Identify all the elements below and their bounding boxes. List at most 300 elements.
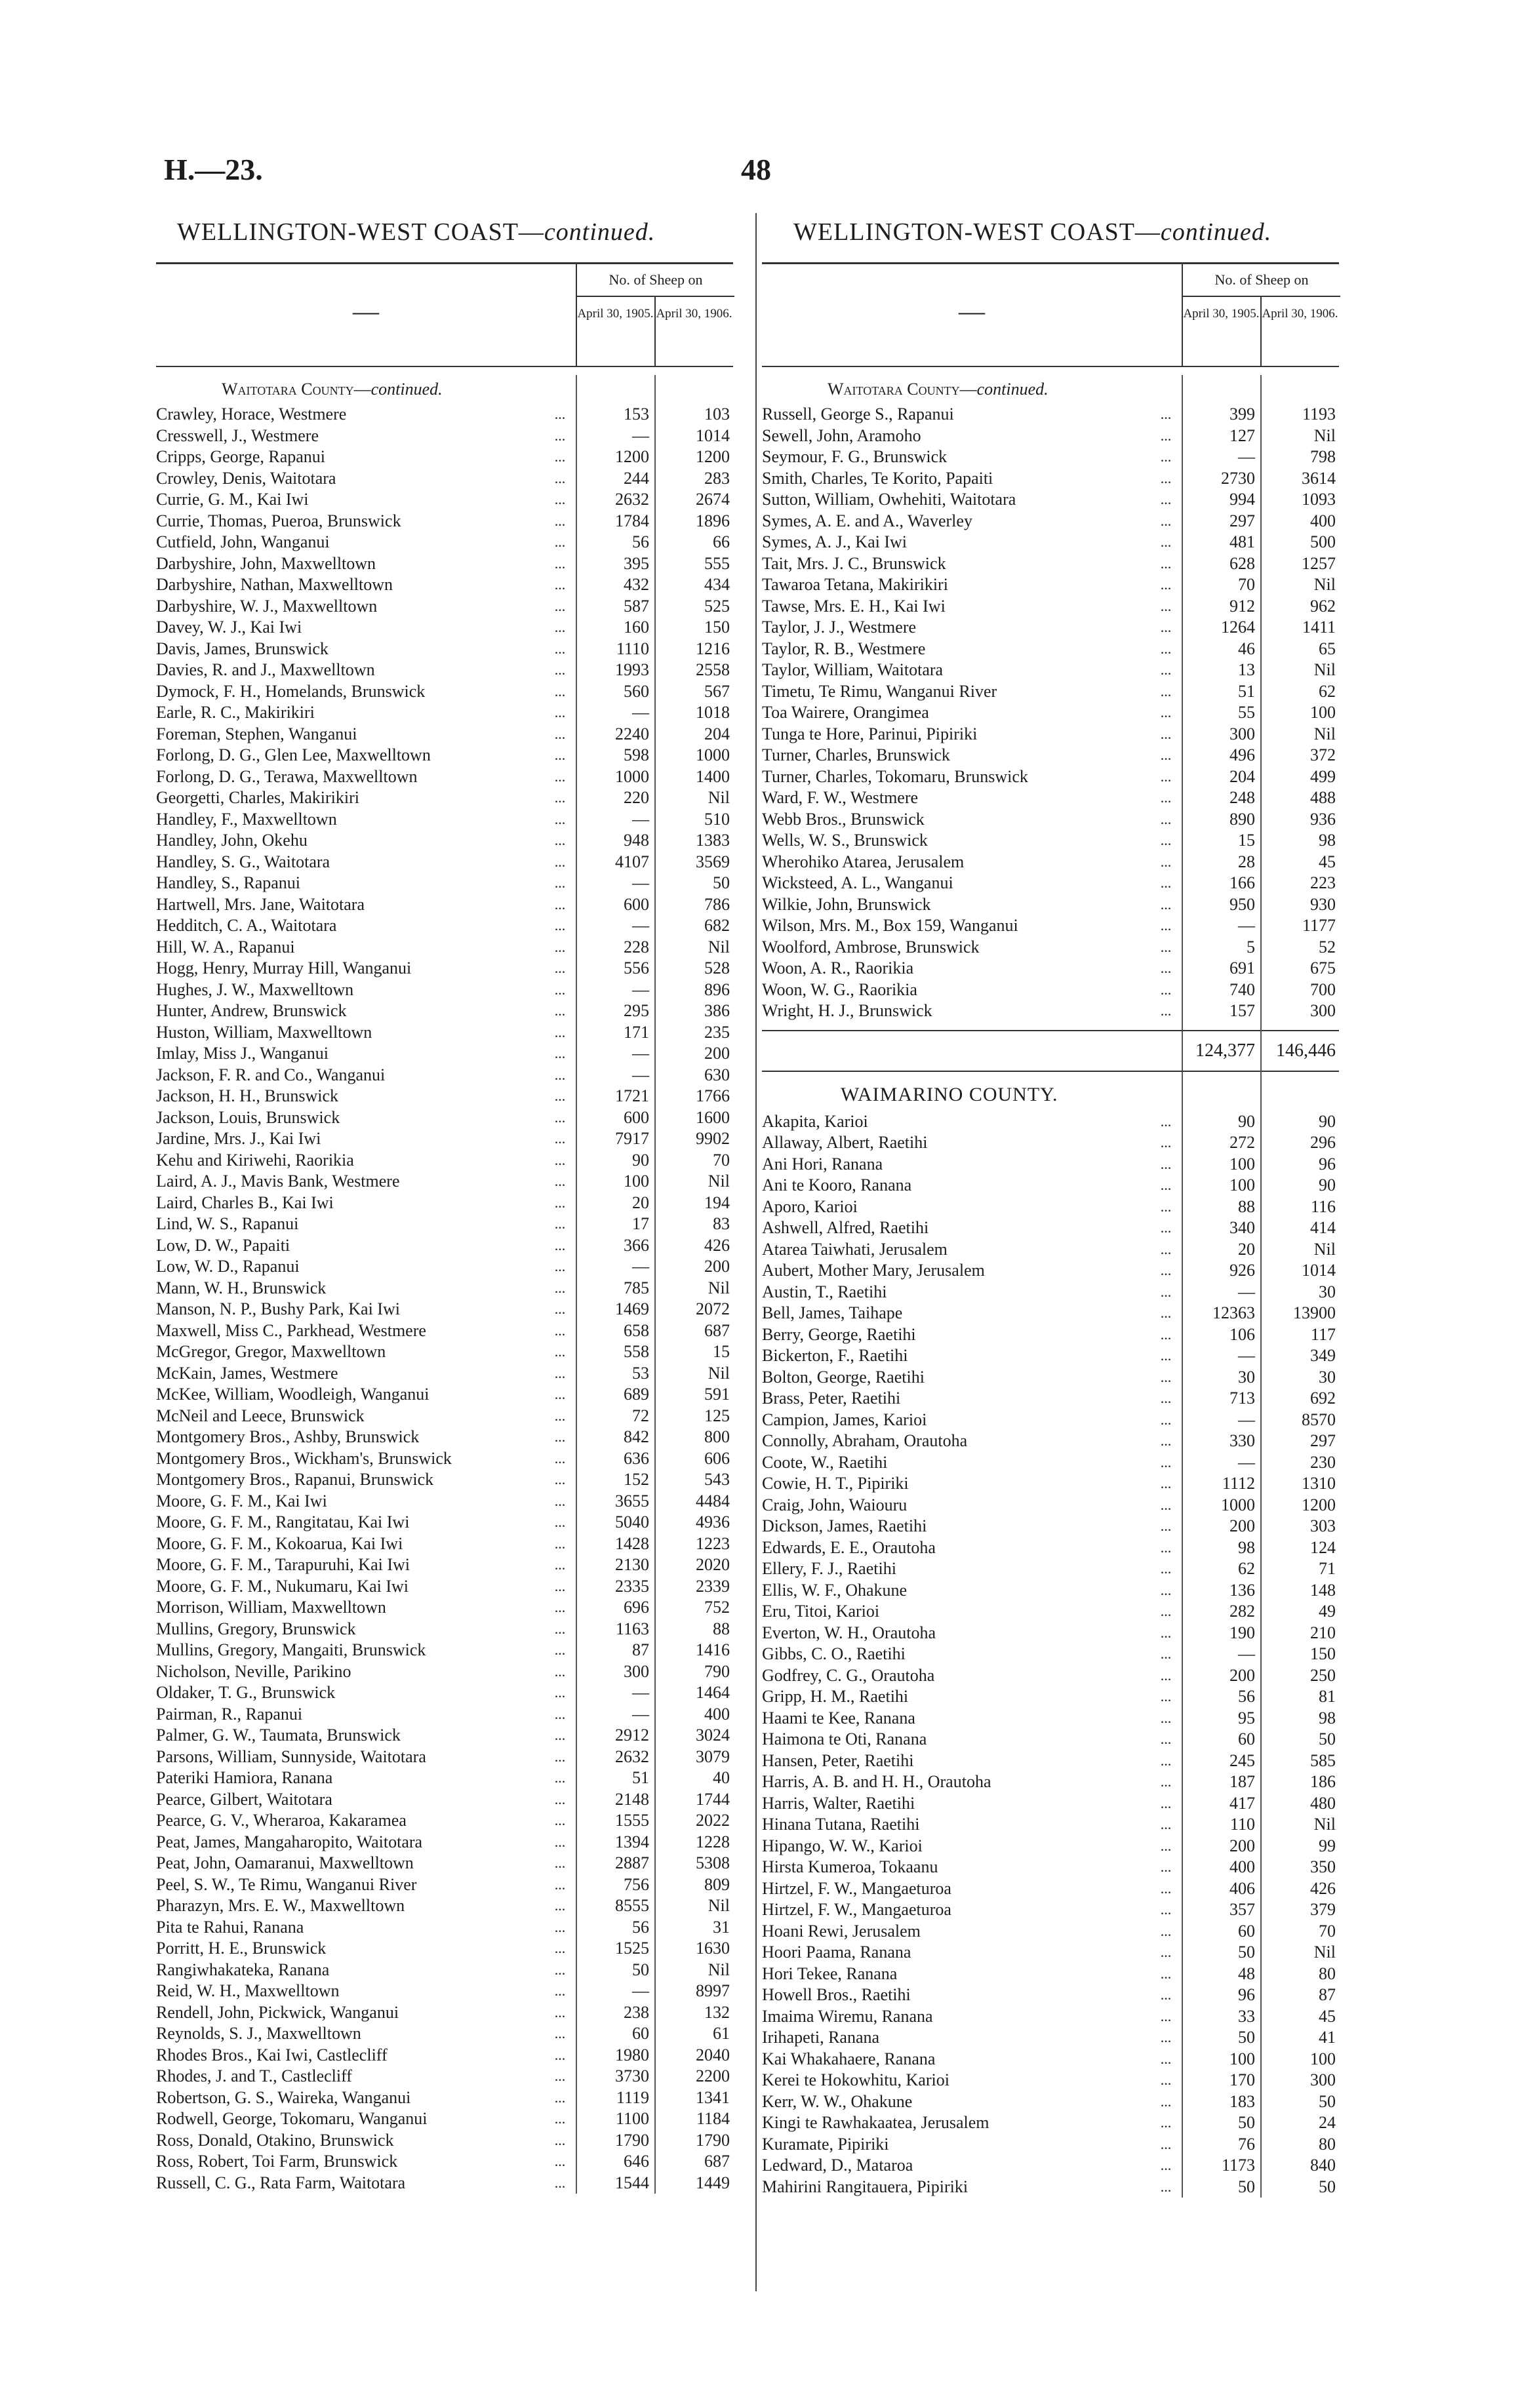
sheep-1906: 4484 xyxy=(696,1491,730,1510)
owner-name: Hirtzel, F. W., Mangaeturoa xyxy=(762,1900,951,1919)
leader-dots: ... xyxy=(1160,2178,1172,2195)
sheep-1905: — xyxy=(1238,916,1255,935)
sheep-1906: 210 xyxy=(1310,1623,1336,1642)
table-row xyxy=(156,1789,733,1811)
leader-dots: ... xyxy=(1160,534,1172,550)
sheep-1906: 88 xyxy=(713,1619,730,1638)
table-row xyxy=(156,1576,733,1598)
sheep-1906: 150 xyxy=(1310,1644,1336,1663)
owner-name: Hori Tekee, Ranana xyxy=(762,1964,898,1983)
sheep-1906: 8570 xyxy=(1302,1410,1336,1429)
table-row xyxy=(762,958,1339,979)
table-row xyxy=(156,2002,733,2024)
sheep-1905: 340 xyxy=(1229,1218,1255,1237)
table-row xyxy=(156,1917,733,1939)
leader-dots: ... xyxy=(554,661,566,678)
sheep-1906: 235 xyxy=(704,1022,730,1042)
leader-dots: ... xyxy=(1160,853,1172,870)
table-row xyxy=(156,1767,733,1789)
sheep-1906: 675 xyxy=(1310,958,1336,977)
owner-name: Robertson, G. S., Waireka, Wanganui xyxy=(156,2087,411,2107)
sheep-1906: 700 xyxy=(1310,979,1336,999)
sheep-1906: 480 xyxy=(1310,1793,1336,1813)
leader-dots: ... xyxy=(1160,1453,1172,1470)
sheep-1906: 2040 xyxy=(696,2045,730,2064)
table-row xyxy=(762,1750,1339,1772)
owner-name: Gibbs, C. O., Raetihi xyxy=(762,1644,906,1663)
sheep-1906: 1018 xyxy=(696,703,730,722)
leader-dots: ... xyxy=(1160,1944,1172,1960)
sheep-1906: 687 xyxy=(704,2152,730,2171)
owner-name: Cresswell, J., Westmere xyxy=(156,425,319,445)
table-row xyxy=(156,937,733,958)
table-row xyxy=(762,894,1339,916)
table-row xyxy=(156,724,733,745)
right-title-suffix: continued. xyxy=(1160,218,1272,246)
sheep-1905: 72 xyxy=(632,1406,649,1425)
leader-dots: ... xyxy=(1160,1134,1172,1151)
owner-name: Woon, A. R., Raorikia xyxy=(762,958,914,977)
owner-name: Kingi te Rawhakaatea, Jerusalem xyxy=(762,2113,989,2132)
sheep-1906: 1600 xyxy=(696,1107,730,1127)
sheep-1906: 71 xyxy=(1319,1559,1336,1578)
owner-name: Brass, Peter, Raetihi xyxy=(762,1389,901,1408)
leader-dots: ... xyxy=(1160,832,1172,848)
sheep-1906: 117 xyxy=(1310,1324,1336,1344)
sheep-1905: 136 xyxy=(1229,1580,1255,1600)
sheep-1905: 244 xyxy=(624,468,649,488)
owner-name: Rhodes, J. and T., Castlecliff xyxy=(156,2066,352,2085)
owner-name: Hinana Tutana, Raetihi xyxy=(762,1815,920,1834)
leader-dots: ... xyxy=(554,1258,566,1274)
sheep-1906: 50 xyxy=(1319,1729,1336,1748)
leader-dots: ... xyxy=(554,1002,566,1019)
sheep-1906: 116 xyxy=(1310,1196,1336,1216)
owner-name: Pateriki Hamiora, Ranana xyxy=(156,1768,333,1787)
sheep-1905: 60 xyxy=(632,2024,649,2043)
sheep-1905: 1264 xyxy=(1221,618,1255,637)
sheep-1905: 100 xyxy=(1229,1175,1255,1194)
leader-dots: ... xyxy=(1160,1496,1172,1513)
sheep-1906: 1000 xyxy=(696,745,730,764)
table-row xyxy=(156,745,733,766)
sheep-1905: 842 xyxy=(624,1427,649,1446)
sheep-1906: 204 xyxy=(704,724,730,743)
owner-name: Turner, Charles, Brunswick xyxy=(762,745,950,764)
leader-dots: ... xyxy=(1160,1859,1172,1875)
owner-name: Handley, F., Maxwelltown xyxy=(156,809,337,829)
leader-dots: ... xyxy=(554,1961,566,1978)
owner-name: Davey, W. J., Kai Iwi xyxy=(156,618,302,637)
sheep-1906: 936 xyxy=(1310,809,1336,829)
owner-name: Austin, T., Raetihi xyxy=(762,1282,887,1301)
owner-name: Taylor, William, Waitotara xyxy=(762,660,944,679)
sheep-1906: 200 xyxy=(704,1044,730,1063)
sheep-1905: 160 xyxy=(624,618,649,637)
sheep-1906: 30 xyxy=(1319,1282,1336,1301)
sheep-1906: 1193 xyxy=(1302,405,1336,424)
table-row xyxy=(762,2155,1339,2177)
sheep-1906: 100 xyxy=(1310,2049,1336,2068)
leader-dots: ... xyxy=(1160,1880,1172,1897)
leader-dots: ... xyxy=(1160,1731,1172,1747)
table-row xyxy=(156,511,733,532)
owner-name: Kai Whakahaere, Ranana xyxy=(762,2049,936,2068)
column-divider xyxy=(755,213,757,2291)
sheep-1905: 1993 xyxy=(615,660,649,679)
sheep-1906: 9902 xyxy=(696,1129,730,1148)
leader-dots: ... xyxy=(1160,2072,1172,2088)
owner-name: Woolford, Ambrose, Brunswick xyxy=(762,937,980,957)
owner-name: Handley, S. G., Waitotara xyxy=(156,852,330,871)
table-row xyxy=(762,1282,1339,1303)
sheep-1905: 100 xyxy=(1229,2049,1255,2068)
sheep-1905: 890 xyxy=(1229,809,1255,829)
sheep-1906: 962 xyxy=(1310,596,1336,616)
leader-dots: ... xyxy=(554,640,566,657)
sheep-1906: 125 xyxy=(704,1406,730,1425)
owner-name: Atarea Taiwhati, Jerusalem xyxy=(762,1239,948,1259)
sheep-1906: 752 xyxy=(704,1598,730,1617)
table-row xyxy=(156,1384,733,1406)
leader-dots: ... xyxy=(554,1855,566,1871)
owner-name: Hirtzel, F. W., Mangaeturoa xyxy=(762,1878,951,1898)
owner-name: Smith, Charles, Te Korito, Papaiti xyxy=(762,468,993,488)
sheep-1906: 1216 xyxy=(696,639,730,658)
sheep-1906: 414 xyxy=(1310,1218,1336,1237)
sheep-1906: 2072 xyxy=(696,1299,730,1318)
table-row xyxy=(156,787,733,809)
sheep-1906: 426 xyxy=(1310,1878,1336,1898)
owner-name: Mullins, Gregory, Brunswick xyxy=(156,1619,356,1638)
table-row xyxy=(156,2173,733,2194)
sheep-1905: 3655 xyxy=(615,1491,649,1510)
leader-dots: ... xyxy=(1160,1368,1172,1385)
sheep-1905: 106 xyxy=(1229,1324,1255,1344)
sheep-1906: 50 xyxy=(1319,2091,1336,2111)
sheep-1906: 809 xyxy=(704,1874,730,1894)
table-row xyxy=(762,1345,1339,1367)
owner-name: Hogg, Henry, Murray Hill, Wanganui xyxy=(156,958,412,977)
sheep-1906: 15 xyxy=(713,1342,730,1361)
sheep-1905: 1200 xyxy=(615,447,649,466)
sheep-1905: 98 xyxy=(1238,1537,1255,1557)
sheep-1905: 60 xyxy=(1238,1921,1255,1941)
table-row xyxy=(156,1512,733,1533)
owner-name: Kuramate, Pipiriki xyxy=(762,2134,889,2154)
table-row xyxy=(156,1150,733,1172)
sheep-1905: 53 xyxy=(632,1363,649,1383)
sheep-1905: — xyxy=(632,979,649,999)
sheep-1905: 2632 xyxy=(615,490,649,509)
sheep-1905: 220 xyxy=(624,788,649,807)
sheep-1906: 2022 xyxy=(696,1811,730,1830)
table-row xyxy=(762,596,1339,618)
owner-name: Ellery, F. J., Raetihi xyxy=(762,1559,896,1578)
table-row xyxy=(762,553,1339,575)
sheep-1906: 90 xyxy=(1319,1175,1336,1194)
owner-name: Crawley, Horace, Westmere xyxy=(156,405,347,424)
table-row xyxy=(156,873,733,894)
sheep-1906: 223 xyxy=(1310,873,1336,892)
owner-name: Timetu, Te Rimu, Wanganui River xyxy=(762,681,997,701)
sheep-1906: 567 xyxy=(704,681,730,701)
owner-name: Wilson, Mrs. M., Box 159, Wanganui xyxy=(762,916,1018,935)
leader-dots: ... xyxy=(554,448,566,465)
sheep-1905: 1980 xyxy=(615,2045,649,2064)
owner-name: Moore, G. F. M., Nukumaru, Kai Iwi xyxy=(156,1576,409,1596)
leader-dots: ... xyxy=(1160,427,1172,444)
leader-dots: ... xyxy=(1160,2135,1172,2152)
owner-name: Pharazyn, Mrs. E. W., Maxwelltown xyxy=(156,1896,405,1915)
sheep-1905: 56 xyxy=(632,532,649,551)
sheep-1906: 630 xyxy=(704,1065,730,1084)
sheep-1905: 1000 xyxy=(615,766,649,786)
owner-name: Mahirini Rangitauera, Pipiriki xyxy=(762,2177,969,2196)
owner-name: Jackson, F. R. and Co., Wanganui xyxy=(156,1065,386,1084)
sheep-1905: 598 xyxy=(624,745,649,764)
owner-name: Ani te Kooro, Ranana xyxy=(762,1175,912,1194)
county-heading: WAIMARINO COUNTY. xyxy=(841,1083,1058,1105)
sheep-1906: 41 xyxy=(1319,2028,1336,2047)
owner-name: Hipango, W. W., Karioi xyxy=(762,1836,923,1855)
owner-name: Low, D. W., Papaiti xyxy=(156,1235,290,1255)
sheep-1905: — xyxy=(632,1044,649,1063)
sheep-1905: 2130 xyxy=(615,1555,649,1574)
table-row xyxy=(156,446,733,468)
sheep-1906: Nil xyxy=(1313,1815,1336,1834)
sheep-1906: Nil xyxy=(708,937,730,957)
table-row xyxy=(156,1810,733,1832)
sheep-1905: 399 xyxy=(1229,405,1255,424)
owner-name: Manson, N. P., Bushy Park, Kai Iwi xyxy=(156,1299,400,1318)
leader-dots: ... xyxy=(554,2089,566,2106)
sheep-1905: 170 xyxy=(1229,2070,1255,2089)
sheep-1906: 30 xyxy=(1319,1367,1336,1387)
sheep-1905: — xyxy=(1238,1452,1255,1472)
sheep-1906: 200 xyxy=(704,1257,730,1276)
leader-dots: ... xyxy=(554,2131,566,2148)
table-row xyxy=(762,1942,1339,1964)
owner-name: Handley, S., Rapanui xyxy=(156,873,300,892)
right-rows-waimarino xyxy=(762,1111,1339,2198)
sheep-1906: 790 xyxy=(704,1661,730,1681)
owner-name: Imlay, Miss J., Wanganui xyxy=(156,1044,329,1063)
sheep-1906: 24 xyxy=(1319,2113,1336,2132)
sheep-1905: 56 xyxy=(632,1917,649,1937)
sheep-1906: 350 xyxy=(1310,1857,1336,1876)
table-row xyxy=(156,1000,733,1022)
leader-dots: ... xyxy=(554,1897,566,1914)
owner-name: Turner, Charles, Tokomaru, Brunswick xyxy=(762,766,1028,786)
owner-name: Craig, John, Waiouru xyxy=(762,1495,908,1514)
sheep-1905: 166 xyxy=(1229,873,1255,892)
sheep-1906: 555 xyxy=(704,553,730,573)
sheep-1906: 103 xyxy=(704,405,730,424)
sheep-1905: 152 xyxy=(624,1470,649,1489)
owner-name: Davies, R. and J., Maxwelltown xyxy=(156,660,375,679)
table-row xyxy=(156,2108,733,2130)
sheep-1906: 70 xyxy=(1319,1921,1336,1941)
name-column-header: — xyxy=(353,296,379,326)
sheep-1906: 1014 xyxy=(696,425,730,445)
table-row xyxy=(762,681,1339,703)
owner-name: Kerei te Hokowhitu, Karioi xyxy=(762,2070,949,2089)
leader-dots: ... xyxy=(1160,938,1172,955)
sheep-1906: 1464 xyxy=(696,1683,730,1702)
sheep-1906: 83 xyxy=(713,1214,730,1233)
sheep-1906: 90 xyxy=(1319,1111,1336,1131)
sheep-1905: 994 xyxy=(1229,490,1255,509)
sheep-1905: 785 xyxy=(624,1278,649,1297)
leader-dots: ... xyxy=(1160,1262,1172,1278)
owner-name: Dickson, James, Raetihi xyxy=(762,1516,927,1535)
sheep-1905: 46 xyxy=(1238,639,1255,658)
sheep-1905: 100 xyxy=(1229,1154,1255,1174)
table-row xyxy=(156,1278,733,1299)
table-row xyxy=(156,1619,733,1640)
owner-name: Lind, W. S., Rapanui xyxy=(156,1214,299,1233)
sheep-1905: 2240 xyxy=(615,724,649,743)
page-header xyxy=(0,0,1518,246)
leader-dots: ... xyxy=(554,1663,566,1680)
sheep-1905: — xyxy=(632,809,649,829)
sheep-1906: 296 xyxy=(1310,1133,1336,1152)
owner-name: Montgomery Bros., Rapanui, Brunswick xyxy=(156,1470,434,1489)
owner-name: Jardine, Mrs. J., Kai Iwi xyxy=(156,1129,321,1148)
table-row xyxy=(762,1239,1339,1261)
sheep-1906: 1200 xyxy=(696,447,730,466)
sheep-1905: — xyxy=(632,1065,649,1084)
owner-name: Symes, A. E. and A., Waverley xyxy=(762,511,972,530)
leader-dots: ... xyxy=(554,1514,566,1530)
sheep-1905: 696 xyxy=(624,1598,649,1617)
left-column xyxy=(156,262,733,2194)
leader-dots: ... xyxy=(554,1194,566,1211)
owner-name: Rendell, John, Pickwick, Wanganui xyxy=(156,2002,399,2022)
table-row xyxy=(156,1981,733,2002)
table-row xyxy=(762,1324,1339,1346)
sheep-1906: 148 xyxy=(1310,1580,1336,1600)
leader-dots: ... xyxy=(554,1343,566,1360)
total-1905: 124,377 xyxy=(1195,1040,1255,1061)
owner-name: Pairman, R., Rapanui xyxy=(156,1704,303,1724)
sheep-1906: 8997 xyxy=(696,1981,730,2000)
sheep-1906: Nil xyxy=(708,788,730,807)
owner-name: Jackson, Louis, Brunswick xyxy=(156,1107,340,1127)
table-row xyxy=(762,1175,1339,1196)
sheep-count-group-header: No. of Sheep on xyxy=(576,264,734,297)
owner-name: Eru, Titoi, Karioi xyxy=(762,1602,880,1621)
table-row xyxy=(762,1708,1339,1729)
leader-dots: ... xyxy=(1160,1113,1172,1130)
sheep-1906: 66 xyxy=(713,532,730,551)
table-row xyxy=(156,1214,733,1235)
table-row xyxy=(762,489,1339,511)
leader-dots: ... xyxy=(1160,469,1172,486)
left-title-text: WELLINGTON-WEST COAST— xyxy=(177,218,544,246)
leader-dots: ... xyxy=(554,1364,566,1381)
owner-name: Everton, W. H., Orautoha xyxy=(762,1623,936,1642)
leader-dots: ... xyxy=(554,1812,566,1828)
table-row xyxy=(762,1580,1339,1602)
sheep-1905: 272 xyxy=(1229,1133,1255,1152)
table-row xyxy=(156,553,733,575)
table-row xyxy=(762,532,1339,553)
table-row xyxy=(156,1022,733,1044)
owner-name: Moore, G. F. M., Kokoarua, Kai Iwi xyxy=(156,1533,403,1553)
table-row xyxy=(762,1964,1339,1985)
april-1906-header: April 30, 1906. xyxy=(654,297,732,366)
leader-dots: ... xyxy=(1160,1411,1172,1428)
sheep-1906: 372 xyxy=(1310,745,1336,764)
right-column-title xyxy=(793,218,1271,247)
sheep-1905: 20 xyxy=(632,1193,649,1212)
table-row xyxy=(156,468,733,490)
section-heading xyxy=(156,375,733,404)
table-row xyxy=(156,1128,733,1150)
table-row xyxy=(156,596,733,618)
table-row xyxy=(156,532,733,553)
owner-name: Mann, W. H., Brunswick xyxy=(156,1278,327,1297)
owner-name: Maxwell, Miss C., Parkhead, Westmere xyxy=(156,1320,426,1340)
sheep-1906: 400 xyxy=(704,1704,730,1724)
leader-dots: ... xyxy=(554,576,566,593)
sheep-1905: 190 xyxy=(1229,1623,1255,1642)
owner-name: Huston, William, Maxwelltown xyxy=(156,1022,372,1042)
owner-name: Wells, W. S., Brunswick xyxy=(762,831,928,850)
sheep-1905: 4107 xyxy=(615,852,649,871)
table-row xyxy=(762,1516,1339,1537)
sheep-1905: 1784 xyxy=(615,511,649,530)
owner-name: Hedditch, C. A., Waitotara xyxy=(156,916,337,935)
owner-name: Woon, W. G., Raorikia xyxy=(762,979,917,999)
table-row xyxy=(156,1320,733,1342)
table-row xyxy=(762,639,1339,660)
table-row xyxy=(156,1661,733,1683)
sheep-1905: 481 xyxy=(1229,532,1255,551)
sheep-1905: 51 xyxy=(1238,681,1255,701)
leader-dots: ... xyxy=(554,1727,566,1743)
sheep-1905: 400 xyxy=(1229,1857,1255,1876)
sheep-1905: 157 xyxy=(1229,1001,1255,1020)
owner-name: Connolly, Abraham, Orautoha xyxy=(762,1431,968,1450)
table-row xyxy=(762,2070,1339,2091)
leader-dots: ... xyxy=(1160,1965,1172,1982)
sheep-1905: 636 xyxy=(624,1448,649,1468)
table-row xyxy=(762,511,1339,532)
sheep-1905: 330 xyxy=(1229,1431,1255,1450)
owner-name: Pearce, Gilbert, Waitotara xyxy=(156,1789,332,1809)
table-row xyxy=(156,1597,733,1619)
sheep-1906: 1177 xyxy=(1302,916,1336,935)
leader-dots: ... xyxy=(554,1556,566,1573)
table-row xyxy=(762,873,1339,894)
sheep-1905: — xyxy=(632,1704,649,1724)
sheep-1906: 49 xyxy=(1319,1602,1336,1621)
sheep-1906: 1223 xyxy=(696,1533,730,1553)
leader-dots: ... xyxy=(1160,1901,1172,1918)
leader-dots: ... xyxy=(1160,1624,1172,1641)
leader-dots: ... xyxy=(554,832,566,848)
table-row xyxy=(156,681,733,703)
owner-name: Wicksteed, A. L., Wanganui xyxy=(762,873,953,892)
sheep-1906: 400 xyxy=(1310,511,1336,530)
sheep-1905: 628 xyxy=(1229,553,1255,573)
leader-dots: ... xyxy=(554,619,566,635)
sheep-1906: 2339 xyxy=(696,1576,730,1596)
right-table-header xyxy=(762,262,1339,367)
